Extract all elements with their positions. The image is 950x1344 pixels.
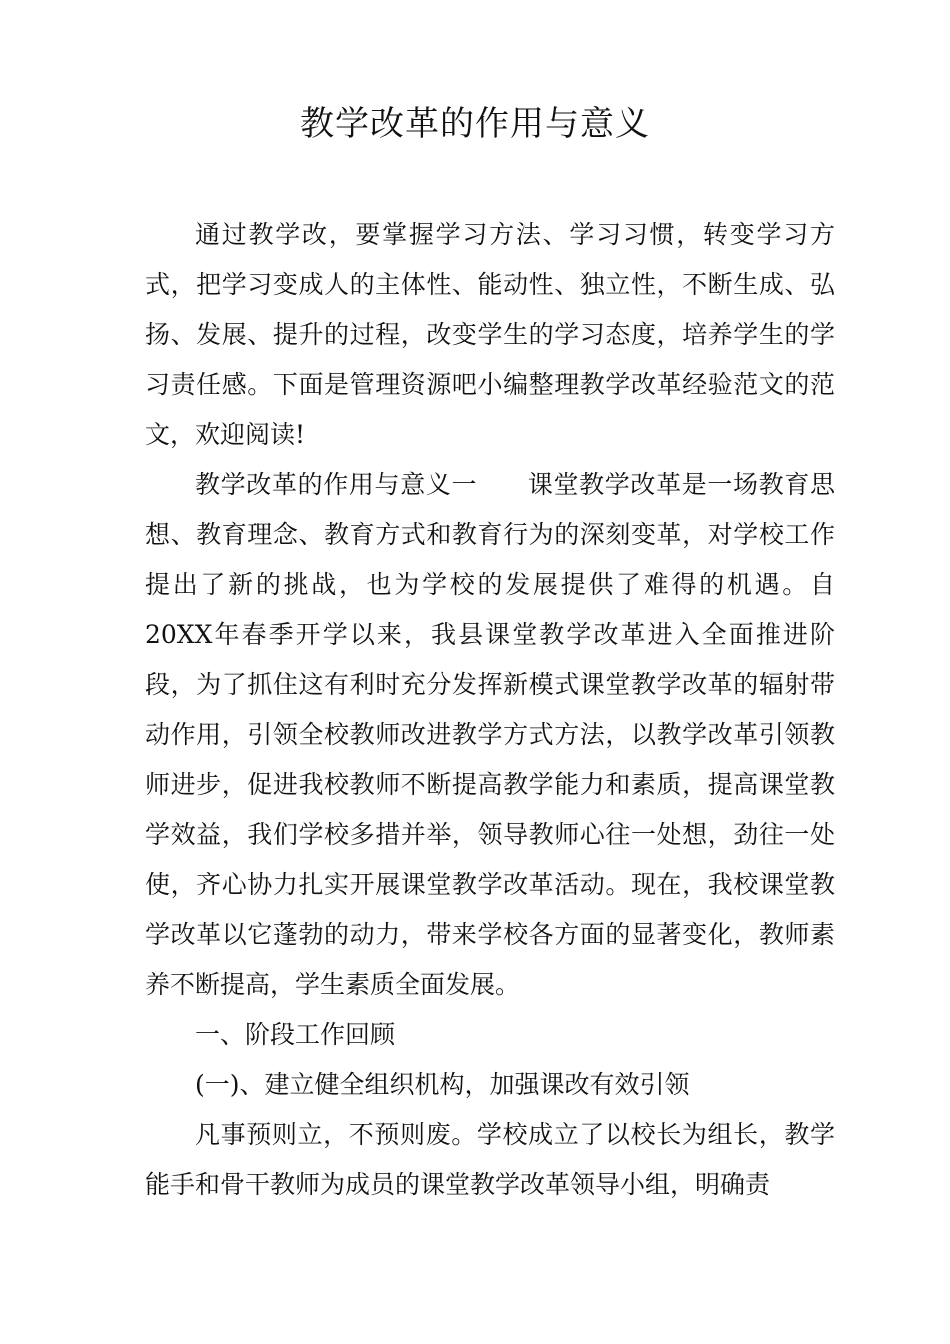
stage-review-heading: 一、阶段工作回顾 bbox=[195, 1020, 396, 1049]
subsection-heading: (一)、建立健全组织机构，加强课改有效引领 bbox=[195, 1070, 690, 1099]
section-heading: 教学改革的作用与意义一 bbox=[195, 470, 478, 499]
section-one-paragraph bbox=[145, 460, 835, 1010]
intro-paragraph: 通过教学改，要掌握学习方法、学习习惯，转变学习方式，把学习变成人的主体性、能动性、独立性，不断生成、弘扬、发展、提升的过程，改变学生的学习态度，培养学生的学习责任感。下面是管理资源吧小编整理教学改革经验范文的范文，欢迎阅读! bbox=[145, 220, 835, 449]
section-one-text: 课堂教学改革是一场教育思想、教育理念、教育方式和教育行为的深刻变革，对学校工作提出了新的挑战，也为学校的发展提供了难得的机遇。自20XX年春季开学以来，我县课堂教学改革进入全面推进阶段，为了抓住这有利时充分发挥新模式课堂教学改革的辐射带动作用，引领全校教师改进教学方式方法，以教学改革引领教师进步，促进我校教师不断提高教学能力和素质，提高课堂教学效益，我们学校多措并举，领导教师心往一处想，劲往一处使，齐心协力扎实开展课堂教学改革活动。现在，我校课堂教学改革以它蓬勃的动力，带来学校各方面的显著变化，教师素养不断提高，学生素质全面发展。 bbox=[145, 470, 835, 999]
document-body bbox=[145, 210, 835, 1210]
organization-paragraph: 凡事预则立，不预则废。学校成立了以校长为组长，教学能手和骨干教师为成员的课堂教学改革领导小组，明确责 bbox=[145, 1120, 835, 1199]
document-title: 教学改革的作用与意义 bbox=[300, 104, 650, 144]
